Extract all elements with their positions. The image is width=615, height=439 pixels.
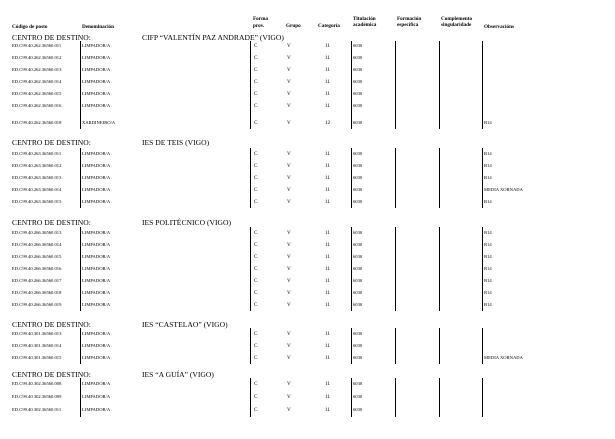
- row-categoria: 12: [325, 120, 331, 126]
- row-categoria: 11: [325, 199, 330, 205]
- row-code: ED.C99.40.263.36560.011: [12, 151, 62, 156]
- row-titulacion: 6030: [353, 331, 363, 336]
- row-grupo: V: [287, 302, 291, 308]
- row-observaciones: B14: [484, 175, 492, 180]
- row-observaciones: B14: [484, 151, 492, 156]
- row-grupo: V: [287, 331, 291, 337]
- header-categoria: Categoría: [318, 23, 340, 29]
- row-code: ED.C99.40.262.36560.012: [12, 55, 62, 60]
- header-denominacion: Denominación: [82, 24, 114, 30]
- row-observaciones: MEDIA XORNADA: [484, 187, 523, 192]
- table-row: [0, 117, 615, 129]
- row-titulacion: 6030: [353, 254, 363, 259]
- row-forma: C: [254, 43, 258, 49]
- row-code: ED.C99.40.302.36560.011: [12, 407, 62, 412]
- row-forma: C: [254, 230, 258, 236]
- row-titulacion: 6030: [353, 266, 363, 271]
- column-rule: [80, 41, 81, 129]
- row-grupo: V: [287, 103, 291, 109]
- row-forma: C: [254, 91, 258, 97]
- row-categoria: 11: [325, 163, 330, 169]
- row-denominacion: LIMPADOR/A: [82, 290, 111, 295]
- row-categoria: 11: [325, 302, 330, 308]
- column-rule: [395, 148, 396, 208]
- row-observaciones: B14: [484, 120, 492, 125]
- header-complemento-line2: singularidade: [441, 22, 472, 28]
- row-code: ED.C99.40.266.36560.014: [12, 242, 62, 247]
- row-code: ED.C99.40.262.36560.016: [12, 103, 62, 108]
- section-center-name: IES “A GUÍA” (VIGO): [142, 370, 214, 379]
- row-titulacion: 6030: [353, 199, 363, 204]
- row-grupo: V: [287, 79, 291, 85]
- row-grupo: V: [287, 175, 291, 181]
- row-titulacion: 6030: [353, 79, 363, 84]
- header-forma-line1: Forma: [253, 16, 268, 22]
- column-rule: [395, 378, 396, 417]
- header-complemento-line1: Complemento: [441, 16, 473, 22]
- row-titulacion: 6030: [353, 230, 363, 235]
- section-center-name: IES “CASTELAO” (VIGO): [142, 320, 228, 329]
- row-forma: C: [254, 163, 258, 169]
- section-center-name: IES DE TEIS (VIGO): [142, 138, 210, 147]
- row-code: ED.C99.40.263.36560.015: [12, 199, 62, 204]
- row-titulacion: 6030: [353, 355, 363, 360]
- row-categoria: 11: [325, 91, 330, 97]
- row-categoria: 11: [325, 43, 330, 49]
- row-categoria: 11: [325, 290, 330, 296]
- row-denominacion: LIMPADOR/A: [82, 79, 111, 84]
- column-rule: [482, 41, 483, 129]
- row-code: ED.C99.40.302.36560.008: [12, 381, 62, 386]
- row-denominacion: LIMPADOR/A: [82, 331, 111, 336]
- section-label: CENTRO DE DESTINO:: [12, 218, 91, 227]
- section-label: CENTRO DE DESTINO:: [12, 138, 91, 147]
- row-forma: C: [254, 187, 258, 193]
- row-observaciones: B14: [484, 290, 492, 295]
- row-denominacion: LIMPADOR/A: [82, 151, 111, 156]
- row-titulacion: 6030: [353, 163, 363, 168]
- table-row: [0, 251, 615, 263]
- table-row: [0, 148, 615, 160]
- row-code: ED.C99.40.262.36560.013: [12, 67, 62, 72]
- column-rule: [439, 41, 440, 129]
- row-grupo: V: [287, 163, 291, 169]
- row-titulacion: 6030: [353, 290, 363, 295]
- table-row: [0, 52, 615, 64]
- row-code: ED.C99.40.266.36560.019: [12, 302, 62, 307]
- table-row: [0, 352, 615, 364]
- table-row: [0, 391, 615, 403]
- row-denominacion: LIMPADOR/A: [82, 199, 111, 204]
- column-rule: [482, 148, 483, 208]
- row-forma: C: [254, 355, 258, 361]
- row-categoria: 11: [325, 407, 330, 413]
- table-row: [0, 263, 615, 275]
- header-titulacion-line1: Titulación: [353, 16, 376, 22]
- table-row: [0, 160, 615, 172]
- row-grupo: V: [287, 230, 291, 236]
- row-forma: C: [254, 79, 258, 85]
- row-forma: C: [254, 55, 258, 61]
- row-titulacion: 6030: [353, 120, 363, 125]
- row-grupo: V: [287, 407, 291, 413]
- row-observaciones: B14: [484, 199, 492, 204]
- row-grupo: V: [287, 91, 291, 97]
- table-row: [0, 76, 615, 88]
- row-forma: C: [254, 242, 258, 248]
- header-grupo: Grupo: [286, 23, 301, 29]
- row-code: ED.C99.40.266.36560.013: [12, 230, 62, 235]
- row-observaciones: B14: [484, 266, 492, 271]
- row-grupo: V: [287, 151, 291, 157]
- row-denominacion: LIMPADOR/A: [82, 67, 111, 72]
- row-observaciones: B14: [484, 254, 492, 259]
- row-categoria: 11: [325, 230, 330, 236]
- row-titulacion: 6030: [353, 242, 363, 247]
- table-row: [0, 404, 615, 416]
- row-code: ED.C99.40.301.36560.013: [12, 331, 62, 336]
- section-title: [0, 138, 615, 148]
- row-categoria: 11: [325, 381, 330, 387]
- table-row: [0, 184, 615, 196]
- column-rule: [482, 227, 483, 311]
- row-categoria: 11: [325, 331, 330, 337]
- row-titulacion: 6030: [353, 151, 363, 156]
- row-categoria: 11: [325, 67, 330, 73]
- header-titulacion-line2: académica: [353, 22, 377, 28]
- row-code: ED.C99.40.263.36560.014: [12, 187, 62, 192]
- column-rule: [395, 227, 396, 311]
- row-titulacion: 6030: [353, 343, 363, 348]
- row-denominacion: LIMPADOR/A: [82, 278, 111, 283]
- column-rule: [250, 41, 251, 129]
- row-grupo: V: [287, 55, 291, 61]
- column-rule: [80, 148, 81, 208]
- header-formacion-line1: Formación: [397, 16, 422, 22]
- row-categoria: 11: [325, 278, 330, 284]
- row-denominacion: LIMPADOR/A: [82, 242, 111, 247]
- column-rule: [395, 41, 396, 129]
- row-code: ED.C99.40.266.36560.016: [12, 266, 62, 271]
- row-observaciones: B14: [484, 163, 492, 168]
- row-forma: C: [254, 120, 258, 126]
- table-row: [0, 340, 615, 352]
- row-code: ED.C99.40.301.36560.015: [12, 355, 62, 360]
- row-denominacion: LIMPADOR/A: [82, 381, 111, 386]
- row-denominacion: XARDINEIRO/A: [82, 120, 116, 125]
- column-rule: [439, 148, 440, 208]
- row-denominacion: LIMPADOR/A: [82, 230, 111, 235]
- row-grupo: V: [287, 266, 291, 272]
- row-code: ED.C99.40.266.36560.017: [12, 278, 62, 283]
- row-categoria: 11: [325, 343, 330, 349]
- row-titulacion: 6030: [353, 278, 363, 283]
- row-categoria: 11: [325, 394, 330, 400]
- row-denominacion: LIMPADOR/A: [82, 175, 111, 180]
- row-categoria: 11: [325, 79, 330, 85]
- row-titulacion: 6030: [353, 91, 363, 96]
- table-row: [0, 227, 615, 239]
- column-rule: [439, 378, 440, 417]
- column-rule: [351, 148, 352, 208]
- table-row: [0, 172, 615, 184]
- column-rule: [482, 328, 483, 364]
- row-forma: C: [254, 407, 258, 413]
- column-rule: [351, 328, 352, 364]
- row-code: ED.C99.40.266.36560.015: [12, 254, 62, 259]
- row-titulacion: 6030: [353, 302, 363, 307]
- table-row: [0, 275, 615, 287]
- row-forma: C: [254, 394, 258, 400]
- row-forma: C: [254, 175, 258, 181]
- row-code: ED.C99.40.302.36560.009: [12, 394, 62, 399]
- row-titulacion: 6030: [353, 103, 363, 108]
- row-grupo: V: [287, 120, 291, 126]
- row-titulacion: 6030: [353, 55, 363, 60]
- row-categoria: 11: [325, 254, 330, 260]
- header-forma-line2: prov.: [253, 23, 265, 29]
- row-grupo: V: [287, 278, 291, 284]
- row-grupo: V: [287, 199, 291, 205]
- row-forma: C: [254, 151, 258, 157]
- row-forma: C: [254, 266, 258, 272]
- column-rule: [351, 227, 352, 311]
- row-code: ED.C99.40.262.36560.014: [12, 79, 62, 84]
- column-rule: [351, 41, 352, 129]
- row-grupo: V: [287, 242, 291, 248]
- section-label: CENTRO DE DESTINO:: [12, 370, 91, 379]
- row-categoria: 11: [325, 103, 330, 109]
- row-code: ED.C99.40.262.36560.018: [12, 120, 62, 125]
- row-titulacion: 6030: [353, 407, 363, 412]
- row-forma: C: [254, 290, 258, 296]
- table-row: [0, 88, 615, 100]
- row-categoria: 11: [325, 151, 330, 157]
- row-grupo: V: [287, 343, 291, 349]
- row-titulacion: 6030: [353, 394, 363, 399]
- header-codigo: Código de posto: [12, 24, 48, 30]
- column-rule: [80, 378, 81, 417]
- row-observaciones: MEDIA XORNADA: [484, 355, 523, 360]
- row-grupo: V: [287, 355, 291, 361]
- row-denominacion: LIMPADOR/A: [82, 103, 111, 108]
- header-formacion-line2: específica: [397, 22, 419, 28]
- section-center-name: CIFP “VALENTÍN PAZ ANDRADE” (VIGO): [142, 33, 284, 42]
- column-rule: [439, 227, 440, 311]
- table-row: [0, 100, 615, 112]
- row-denominacion: LIMPADOR/A: [82, 43, 111, 48]
- row-categoria: 11: [325, 55, 330, 61]
- row-code: ED.C99.40.262.36560.015: [12, 91, 62, 96]
- row-denominacion: LIMPADOR/A: [82, 266, 111, 271]
- table-row: [0, 287, 615, 299]
- row-denominacion: LIMPADOR/A: [82, 254, 111, 259]
- row-observaciones: B14: [484, 230, 492, 235]
- row-forma: C: [254, 278, 258, 284]
- table-row: [0, 328, 615, 340]
- column-rule: [250, 227, 251, 311]
- row-denominacion: LIMPADOR/A: [82, 55, 111, 60]
- row-forma: C: [254, 67, 258, 73]
- row-code: ED.C99.40.263.36560.013: [12, 175, 62, 180]
- column-rule: [80, 328, 81, 364]
- column-rule: [395, 328, 396, 364]
- table-header: [0, 14, 615, 34]
- table-row: [0, 64, 615, 76]
- row-categoria: 11: [325, 187, 330, 193]
- section-label: CENTRO DE DESTINO:: [12, 33, 91, 42]
- row-code: ED.C99.40.263.36560.012: [12, 163, 62, 168]
- row-titulacion: 6030: [353, 187, 363, 192]
- row-code: ED.C99.40.266.36560.018: [12, 290, 62, 295]
- row-titulacion: 6030: [353, 43, 363, 48]
- row-forma: C: [254, 103, 258, 109]
- row-forma: C: [254, 302, 258, 308]
- row-forma: C: [254, 331, 258, 337]
- row-grupo: V: [287, 381, 291, 387]
- row-denominacion: LIMPADOR/A: [82, 302, 111, 307]
- row-titulacion: 6030: [353, 175, 363, 180]
- row-grupo: V: [287, 290, 291, 296]
- row-forma: C: [254, 254, 258, 260]
- row-grupo: V: [287, 43, 291, 49]
- row-denominacion: LIMPADOR/A: [82, 355, 111, 360]
- row-code: ED.C99.40.301.36560.014: [12, 343, 62, 348]
- table-row: [0, 239, 615, 251]
- column-rule: [351, 378, 352, 417]
- row-denominacion: LIMPADOR/A: [82, 407, 111, 412]
- row-categoria: 11: [325, 175, 330, 181]
- row-grupo: V: [287, 394, 291, 400]
- row-denominacion: LIMPADOR/A: [82, 91, 111, 96]
- row-categoria: 11: [325, 266, 330, 272]
- row-code: ED.C99.40.262.36560.011: [12, 43, 62, 48]
- row-observaciones: B14: [484, 278, 492, 283]
- row-categoria: 11: [325, 242, 330, 248]
- row-titulacion: 6030: [353, 381, 363, 386]
- column-rule: [250, 378, 251, 417]
- row-grupo: V: [287, 187, 291, 193]
- table-row: [0, 378, 615, 390]
- row-forma: C: [254, 343, 258, 349]
- row-titulacion: 6030: [353, 67, 363, 72]
- row-forma: C: [254, 199, 258, 205]
- column-rule: [439, 328, 440, 364]
- column-rule: [482, 378, 483, 417]
- row-denominacion: LIMPADOR/A: [82, 394, 111, 399]
- table-row: [0, 299, 615, 311]
- section-center-name: IES POLITÉCNICO (VIGO): [142, 218, 232, 227]
- row-denominacion: LIMPADOR/A: [82, 187, 111, 192]
- row-observaciones: B14: [484, 242, 492, 247]
- row-denominacion: LIMPADOR/A: [82, 163, 111, 168]
- row-observaciones: B14: [484, 302, 492, 307]
- table-row: [0, 196, 615, 208]
- header-observaciones: Observacións: [484, 24, 514, 30]
- table-row: [0, 40, 615, 52]
- row-categoria: 11: [325, 355, 330, 361]
- column-rule: [80, 227, 81, 311]
- row-denominacion: LIMPADOR/A: [82, 343, 111, 348]
- section-label: CENTRO DE DESTINO:: [12, 320, 91, 329]
- row-grupo: V: [287, 254, 291, 260]
- column-rule: [250, 328, 251, 364]
- row-forma: C: [254, 381, 258, 387]
- row-grupo: V: [287, 67, 291, 73]
- column-rule: [250, 148, 251, 208]
